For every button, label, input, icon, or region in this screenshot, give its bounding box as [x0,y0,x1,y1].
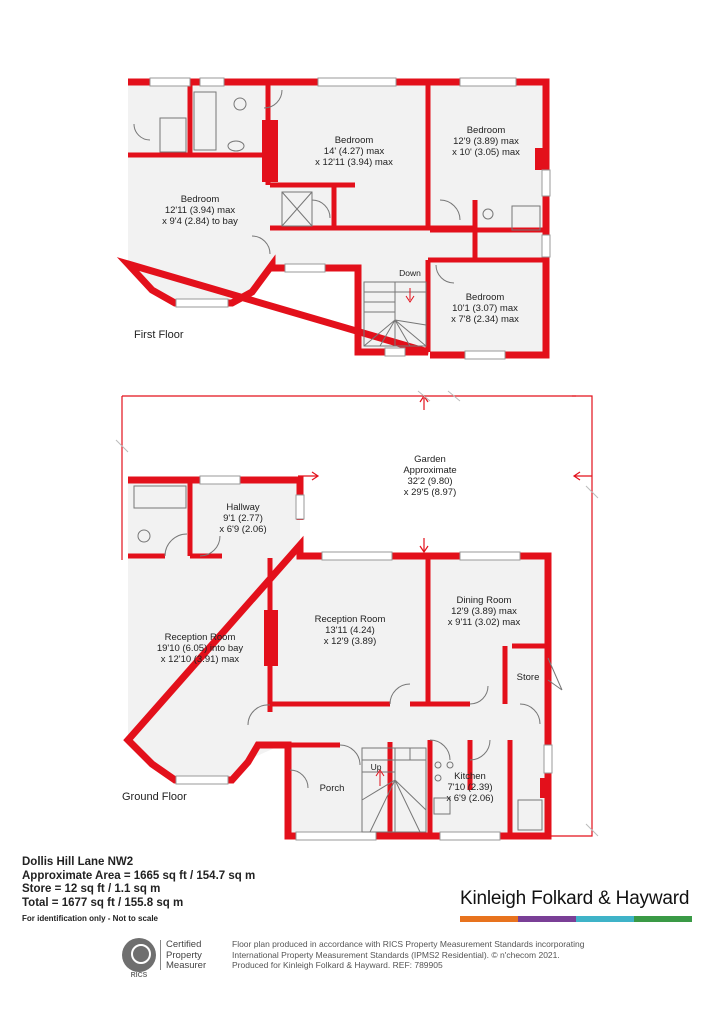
window [200,78,224,86]
chimney-breast [535,148,546,170]
room-dimension: x 29'5 (8.97) [403,487,457,498]
disclaimer-text [232,939,612,971]
room-name: Store [516,672,540,683]
certified-measurer-badge [166,940,206,972]
window [150,78,190,86]
chimney-breast [264,610,278,666]
room-dimension: x 12'9 (3.89) [323,636,377,647]
cert-line: Certified [166,939,202,950]
room-dimension: 10'1 (3.07) max [452,303,518,314]
store-area: Store = 12 sq ft / 1.1 sq m [22,883,161,895]
stairs-direction-label: Down [399,268,421,278]
room-dimension: x 12'10 (3.91) max [160,654,240,665]
room-dimension: 12'11 (3.94) max [164,205,236,216]
window [460,552,520,560]
room-name: Dining Room [456,595,512,606]
disclaimer-line: Floor plan produced in accordance with RICS Property Measurement Standards incorporating [232,939,585,949]
room-name: Bedroom [334,135,374,146]
brand-bar-green [634,916,692,922]
window [385,348,405,356]
room-name: Garden [414,454,446,465]
room-name: Bedroom [466,125,506,136]
agent-brand-name: Kinleigh Folkard & Hayward [460,888,690,909]
window [544,745,552,773]
rics-logo-text: RICS [130,972,148,979]
property-info [22,856,255,926]
room-name: Bedroom [465,292,505,303]
window [296,832,376,840]
window [200,476,240,484]
room-dimension: 9'1 (2.77) [223,513,263,524]
floor-label: Ground Floor [122,791,187,803]
chimney-breast [262,120,278,182]
brand-bar-orange [460,916,518,922]
disclaimer-line: International Property Measurement Standards (IPMS2 Residential). © n'checom 2021. [232,949,560,960]
window [318,78,396,86]
room-dimension: x 10' (3.05) max [452,147,520,158]
cert-line: Measurer [166,960,207,971]
room-dimension: 12'9 (3.89) max [453,136,519,147]
brand-bar-teal [576,916,634,922]
room-dimension: x 12'11 (3.94) max [315,157,393,168]
room-dimension: 19'10 (6.05) into bay [156,643,244,654]
rics-logo-icon [122,938,156,972]
room-dimension: x 9'11 (3.02) max [447,617,521,628]
stairs-direction-label: Up [370,762,382,772]
room-dimension: 12'9 (3.89) max [451,606,517,617]
room-dimension: x 9'4 (2.84) to bay [162,216,238,227]
room-dimension: 13'11 (4.24) [325,625,375,636]
room-name: Hallway [226,502,260,513]
total-area: Total = 1677 sq ft / 155.8 sq m [22,896,184,909]
window [542,170,550,196]
scale-note: For identification only - Not to scale [22,914,159,923]
window [542,235,550,257]
room-name: Porch [319,783,345,794]
room-dimension: x 6'9 (2.06) [219,524,267,535]
room-name: Bedroom [180,194,220,205]
room-dimension: 14' (4.27) max [323,146,385,157]
disclaimer-line: Produced for Kinleigh Folkard & Hayward. REF: 789905 [232,960,443,970]
brand-bar-purple [518,916,576,922]
cert-line: Property [166,949,202,961]
room-dimension: 7'10 (2.39) [447,782,493,793]
window [460,78,516,86]
first-floor-plan [128,78,550,359]
room-name: Reception Room [164,632,236,643]
brand-color-bar [460,916,692,922]
room-dimension: x 6'9 (2.06) [446,793,494,804]
ground-floor-plan [116,391,598,840]
floor-label: First Floor [134,329,184,341]
window [322,552,392,560]
window [285,264,325,272]
window [296,495,304,519]
approximate-area: Approximate Area = 1665 sq ft / 154.7 sq m [22,869,256,882]
room-name: Reception Room [314,614,386,625]
window [465,351,505,359]
room-note: Approximate [403,465,457,476]
window [440,832,500,840]
room-dimension: x 7'8 (2.34) max [451,314,519,325]
window [176,299,228,307]
divider [160,940,161,970]
window [176,776,228,784]
property-address: Dollis Hill Lane NW2 [22,856,134,868]
room-name: Kitchen [454,771,486,782]
room-dimension: 32'2 (9.80) [407,476,453,487]
chimney-breast [540,778,548,798]
